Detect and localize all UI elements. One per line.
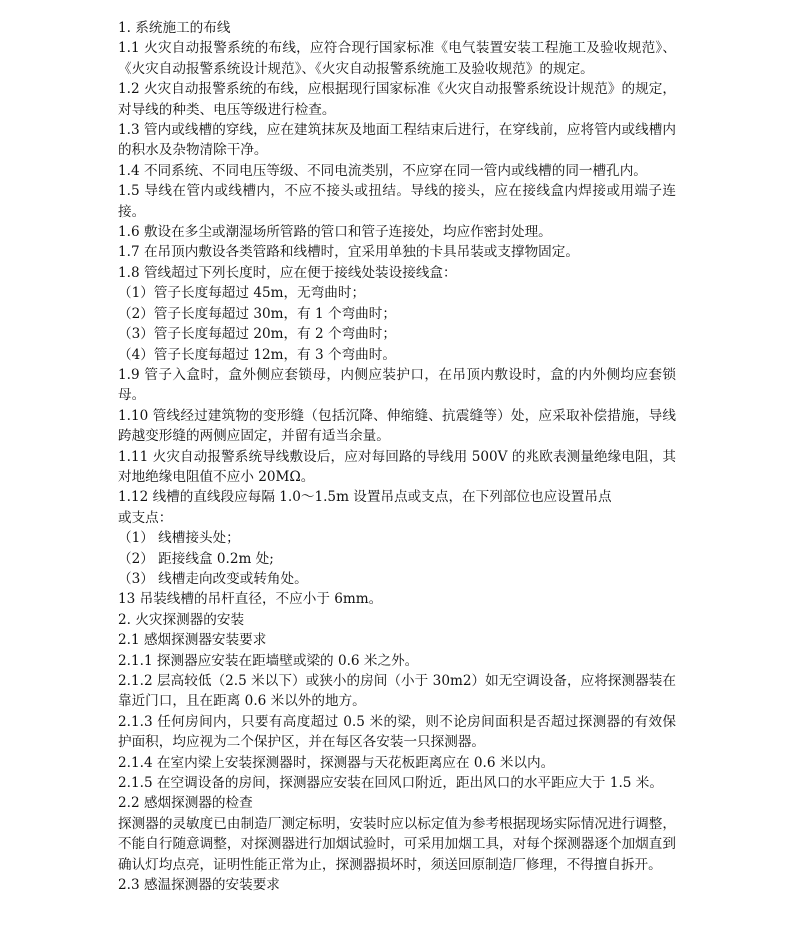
heading-2: 2. 火灾探测器的安装 <box>118 611 245 628</box>
list-item-1-12-3: （3） 线槽走向改变或转角处。 <box>118 570 308 587</box>
paragraph-2-1-5: 2.1.5 在空调设备的房间，探测器应安装在回风口附近，距出风口的水平距应大于 1.5 米。 <box>118 775 663 792</box>
paragraph-1-13: 13 吊装线槽的吊杆直径，不应小于 6mm。 <box>118 591 383 608</box>
list-item-1-8-4: （4）管子长度每超过 12m，有 3 个弯曲时。 <box>118 346 396 363</box>
paragraph-1-9: 1.9 管子入盒时，盒外侧应套锁母，内侧应装护口，在吊顶内敷设时，盒的内外侧均应套锁母。 <box>118 366 676 404</box>
heading-2-1: 2.1 感烟探测器安装要求 <box>118 632 267 649</box>
list-item-1-8-1: （1）管子长度每超过 45m，无弯曲时； <box>118 285 366 302</box>
list-item-1-8-2: （2）管子长度每超过 30m，有 1 个弯曲时； <box>118 305 396 322</box>
paragraph-1-4: 1.4 不同系统、不同电压等级、不同电流类别，不应穿在同一管内或线槽的同一槽孔内。 <box>118 162 647 179</box>
paragraph-2-1-4: 2.1.4 在室内梁上安装探测器时，探测器与天花板距离应在 0.6 米以内。 <box>118 754 555 771</box>
paragraph-1-12: 1.12 线槽的直线段应每隔 1.0～1.5m 设置吊点或支点，在下列部位也应设置吊点 <box>118 489 612 506</box>
paragraph-2-2-body: 探测器的灵敏度已由制造厂测定标明，安装时应以标定值为参考根据现场实际情况进行调整，不能自行随意调整，对探测器进行加烟试验时，可采用加烟工具，对每个探测器逐个加烟直到确认灯均点亮，证明性能正常为止，探测器损坏时，须送回原制造厂修理，不得擅自拆开。 <box>118 815 676 873</box>
paragraph-1-11: 1.11 火灾自动报警系统导线敷设后，应对每回路的导线用 500V 的兆欧表测量绝缘电阻，其对地绝缘电阻值不应小 20MΩ。 <box>118 448 676 485</box>
paragraph-1-7: 1.7 在吊顶内敷设各类管路和线槽时，宜采用单独的卡具吊装或支撑物固定。 <box>118 244 579 261</box>
paragraph-1-2: 1.2 火灾自动报警系统的布线，应根据现行国家标准《火灾自动报警系统设计规范》的规定，对导线的种类、电压等级进行检查。 <box>118 81 676 118</box>
paragraph-2-1-3: 2.1.3 任何房间内，只要有高度超过 0.5 米的梁，则不论房间面积是否超过探测器的有效保护面积，均应视为二个保护区，并在每区各安装一只探测器。 <box>118 713 676 751</box>
heading-2-3: 2.3 感温探测器的安装要求 <box>118 877 280 894</box>
paragraph-1-5: 1.5 导线在管内或线槽内，不应不接头或扭结。导线的接头，应在接线盒内焊接或用端子连接。 <box>118 183 676 220</box>
paragraph-1-10: 1.10 管线经过建筑物的变形缝（包括沉降、伸缩缝、抗震缝等）处，应采取补偿措施，导线跨越变形缝的两侧应固定，并留有适当余量。 <box>118 407 676 445</box>
list-item-1-12-1: （1） 线槽接头处； <box>118 530 240 547</box>
list-item-1-8-3: （3）管子长度每超过 20m，有 2 个弯曲时； <box>118 326 396 343</box>
heading-2-2: 2.2 感烟探测器的检查 <box>118 795 253 812</box>
heading-1: 1. 系统施工的布线 <box>118 20 231 36</box>
paragraph-1-12-cont: 或支点： <box>118 509 173 526</box>
paragraph-1-3: 1.3 管内或线槽的穿线，应在建筑抹灰及地面工程结束后进行，在穿线前，应将管内或线槽内的积水及杂物清除干净。 <box>118 122 676 159</box>
paragraph-2-1-2: 2.1.2 层高较低（2.5 米以下）或狭小的房间（小于 30m2）如无空调设备，应将探测器装在靠近门口，且在距离 0.6 米以外的地方。 <box>118 673 676 710</box>
list-item-1-12-2: （2） 距接线盒 0.2m 处; <box>118 550 274 567</box>
paragraph-1-6: 1.6 敷设在多尘或潮湿场所管路的管口和管子连接处，均应作密封处理。 <box>118 224 552 241</box>
paragraph-1-8: 1.8 管线超过下列长度时，应在便于接线处装设接线盒： <box>118 264 457 281</box>
paragraph-2-1-1: 2.1.1 探测器应安装在距墙壁或梁的 0.6 米之外。 <box>118 652 419 669</box>
paragraph-1-1: 1.1 火灾自动报警系统的布线，应符合现行国家标准《电气装置安装工程施工及验收规范》、《火灾自动报警系统设计规范》、《火灾自动报警系统施工及验收规范》的规定。 <box>118 40 676 77</box>
